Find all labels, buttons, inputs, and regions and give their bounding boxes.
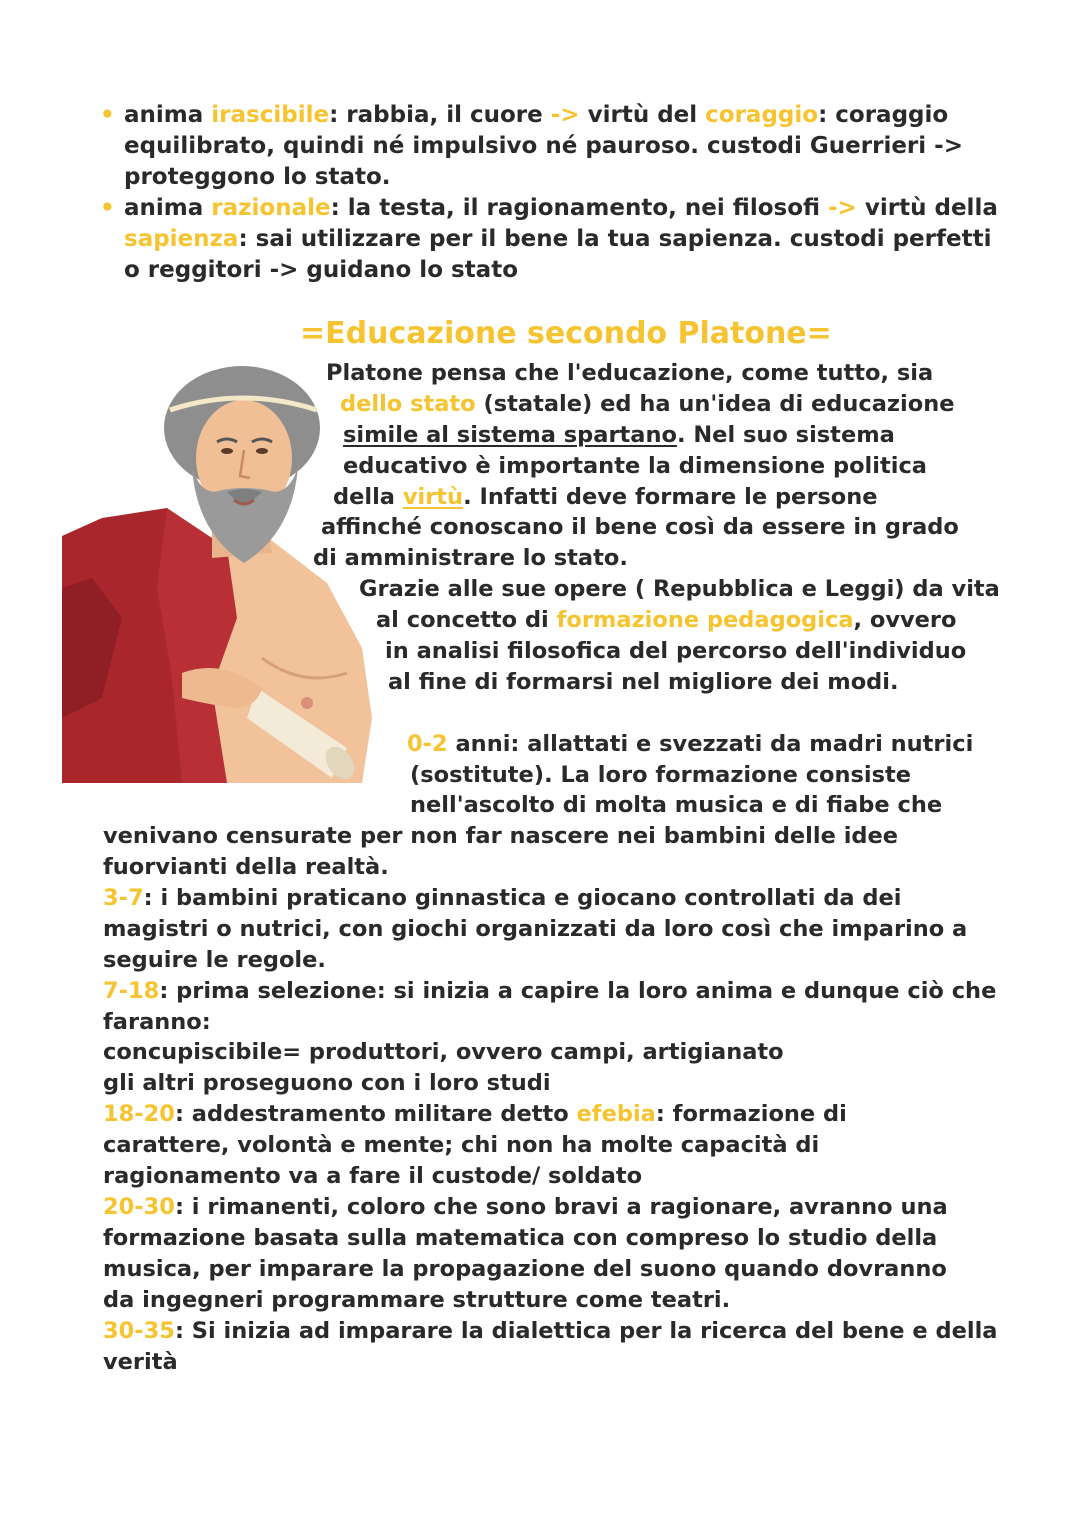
text-line: 30-35: Si inizia ad imparare la dialettica per la ricerca del bene e della bbox=[103, 1318, 998, 1344]
text-line: educativo è importante la dimensione politica bbox=[343, 453, 927, 479]
text-line: verità bbox=[103, 1349, 178, 1375]
text-line: 18-20: addestramento militare detto efebia: formazione di bbox=[103, 1101, 847, 1127]
text-line: (sostitute). La loro formazione consiste bbox=[410, 762, 912, 788]
text-line: Grazie alle sue opere ( Repubblica e Leggi) da vita bbox=[359, 576, 1000, 602]
text-line: nell'ascolto di molta musica e di fiabe che bbox=[410, 792, 943, 818]
text-line: anima razionale: la testa, il ragionamento, nei filosofi -> virtù della bbox=[124, 195, 998, 221]
text-line: faranno: bbox=[103, 1009, 211, 1035]
text-line: venivano censurate per non far nascere nei bambini delle idee bbox=[103, 823, 899, 849]
text-line: simile al sistema spartano. Nel suo sistema bbox=[343, 422, 895, 448]
text-line: in analisi filosofica del percorso dell'individuo bbox=[385, 638, 967, 664]
bullet-icon: • bbox=[100, 102, 115, 128]
text-line: affinché conoscano il bene così da essere in grado bbox=[321, 514, 959, 540]
text-line: carattere, volontà e mente; chi non ha molte capacità di bbox=[103, 1132, 820, 1158]
section-title: =Educazione secondo Platone= bbox=[300, 316, 832, 351]
text-line: 20-30: i rimanenti, coloro che sono bravi a ragionare, avranno una bbox=[103, 1194, 948, 1220]
text-line: gli altri proseguono con i loro studi bbox=[103, 1070, 551, 1096]
text-line: al fine di formarsi nel migliore dei modi. bbox=[388, 669, 899, 695]
text-line: di amministrare lo stato. bbox=[313, 545, 628, 571]
text-line: formazione basata sulla matematica con compreso lo studio della bbox=[103, 1225, 938, 1251]
text-line: 0-2 anni: allattati e svezzati da madri nutrici bbox=[407, 731, 974, 757]
text-line: della virtù. Infatti deve formare le persone bbox=[333, 484, 878, 510]
bullet-icon: • bbox=[100, 195, 115, 221]
text-line: 7-18: prima selezione: si inizia a capire la loro anima e dunque ciò che bbox=[103, 978, 997, 1004]
text-line: o reggitori -> guidano lo stato bbox=[124, 257, 518, 283]
text-line: musica, per imparare la propagazione del suono quando dovranno bbox=[103, 1256, 947, 1282]
text-line: al concetto di formazione pedagogica, ovvero bbox=[376, 607, 957, 633]
text-line: anima irascibile: rabbia, il cuore -> virtù del coraggio: coraggio bbox=[124, 102, 949, 128]
text-line: fuorvianti della realtà. bbox=[103, 854, 389, 880]
virtues-list bbox=[100, 100, 1000, 286]
text-line: 3-7: i bambini praticano ginnastica e giocano controllati da dei bbox=[103, 885, 902, 911]
text-line: seguire le regole. bbox=[103, 947, 326, 973]
list-item bbox=[100, 193, 1000, 286]
text-line: proteggono lo stato. bbox=[124, 164, 391, 190]
text-line: equilibrato, quindi né impulsivo né pauroso. custodi Guerrieri -> bbox=[124, 133, 963, 159]
list-item bbox=[100, 100, 1000, 193]
text-line: magistri o nutrici, con giochi organizzati da loro così che imparino a bbox=[103, 916, 968, 942]
text-line: ragionamento va a fare il custode/ soldato bbox=[103, 1163, 643, 1189]
text-line: Platone pensa che l'educazione, come tutto, sia bbox=[326, 360, 934, 386]
text-line: concupiscibile= produttori, ovvero campi, artigianato bbox=[103, 1039, 784, 1065]
text-line: dello stato (statale) ed ha un'idea di educazione bbox=[340, 391, 955, 417]
text-line: sapienza: sai utilizzare per il bene la tua sapienza. custodi perfetti bbox=[124, 226, 992, 252]
text-line: da ingegneri programmare strutture come teatri. bbox=[103, 1287, 731, 1313]
